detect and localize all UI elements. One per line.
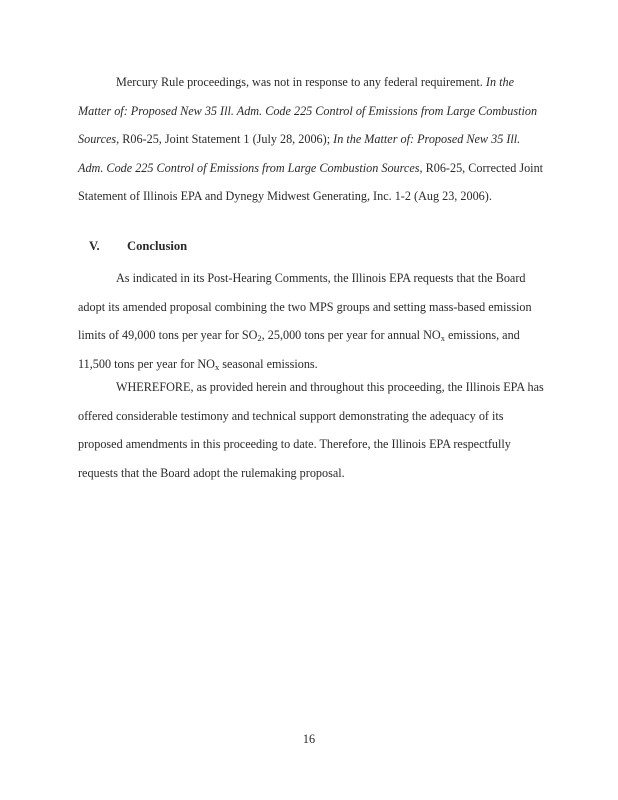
- paragraph-2-text-c: emissions, and 11,500 tons per year for NO: [78, 328, 520, 371]
- paragraph-2-text-d: seasonal emissions.: [219, 356, 318, 371]
- subscript-nox-annual: x: [440, 333, 445, 343]
- paragraph-2-text-b: , 25,000 tons per year for annual NO: [261, 328, 441, 342]
- paragraph-1-text-b: , R06-25, Joint Statement 1 (July 28, 2006);: [116, 132, 334, 146]
- paragraph-3-text: WHEREFORE, as provided herein and throughout this proceeding, the Illinois EPA has offered considerable testimony and technical support demonstrating the adequacy of its proposed amendments in this proceeding to date. Therefore, the Illinois EPA respectfully requests that the Board adopt the rulemaking proposal.: [78, 380, 544, 480]
- case-citation-1: In the Matter of: Proposed New 35 Ill. Adm. Code 225 Control of Emissions from Large Combustion Sources: [78, 75, 538, 146]
- page-number: 16: [302, 732, 316, 746]
- paragraph-2-text-a: As indicated in its Post-Hearing Comments, the Illinois EPA requests that the Board adopt its amended proposal combining the two MPS groups and setting mass-based emission limits of 49,000 tons per year for SO: [78, 271, 532, 342]
- paragraph-mercury-rule: [78, 68, 548, 211]
- subscript-nox-seasonal: x: [214, 361, 220, 372]
- subscript-so2: 2: [257, 333, 262, 343]
- paragraph-1-text-a: Mercury Rule proceedings, was not in response to any federal requirement.: [116, 75, 486, 89]
- section-heading-conclusion: [89, 236, 187, 256]
- paragraph-conclusion-request: [78, 264, 548, 378]
- section-title: Conclusion: [127, 239, 188, 253]
- case-citation-2: In the Matter of: Proposed New 35 Ill. Adm. Code 225 Control of Emissions from Large Combustion Sources: [78, 132, 521, 175]
- paragraph-1-text-c: , R06-25, Corrected Joint Statement of Illinois EPA and Dynegy Midwest Generating, Inc. 1-2 (Aug 23, 2006).: [78, 160, 544, 203]
- section-number: V.: [89, 239, 100, 253]
- paragraph-wherefore: [78, 373, 548, 487]
